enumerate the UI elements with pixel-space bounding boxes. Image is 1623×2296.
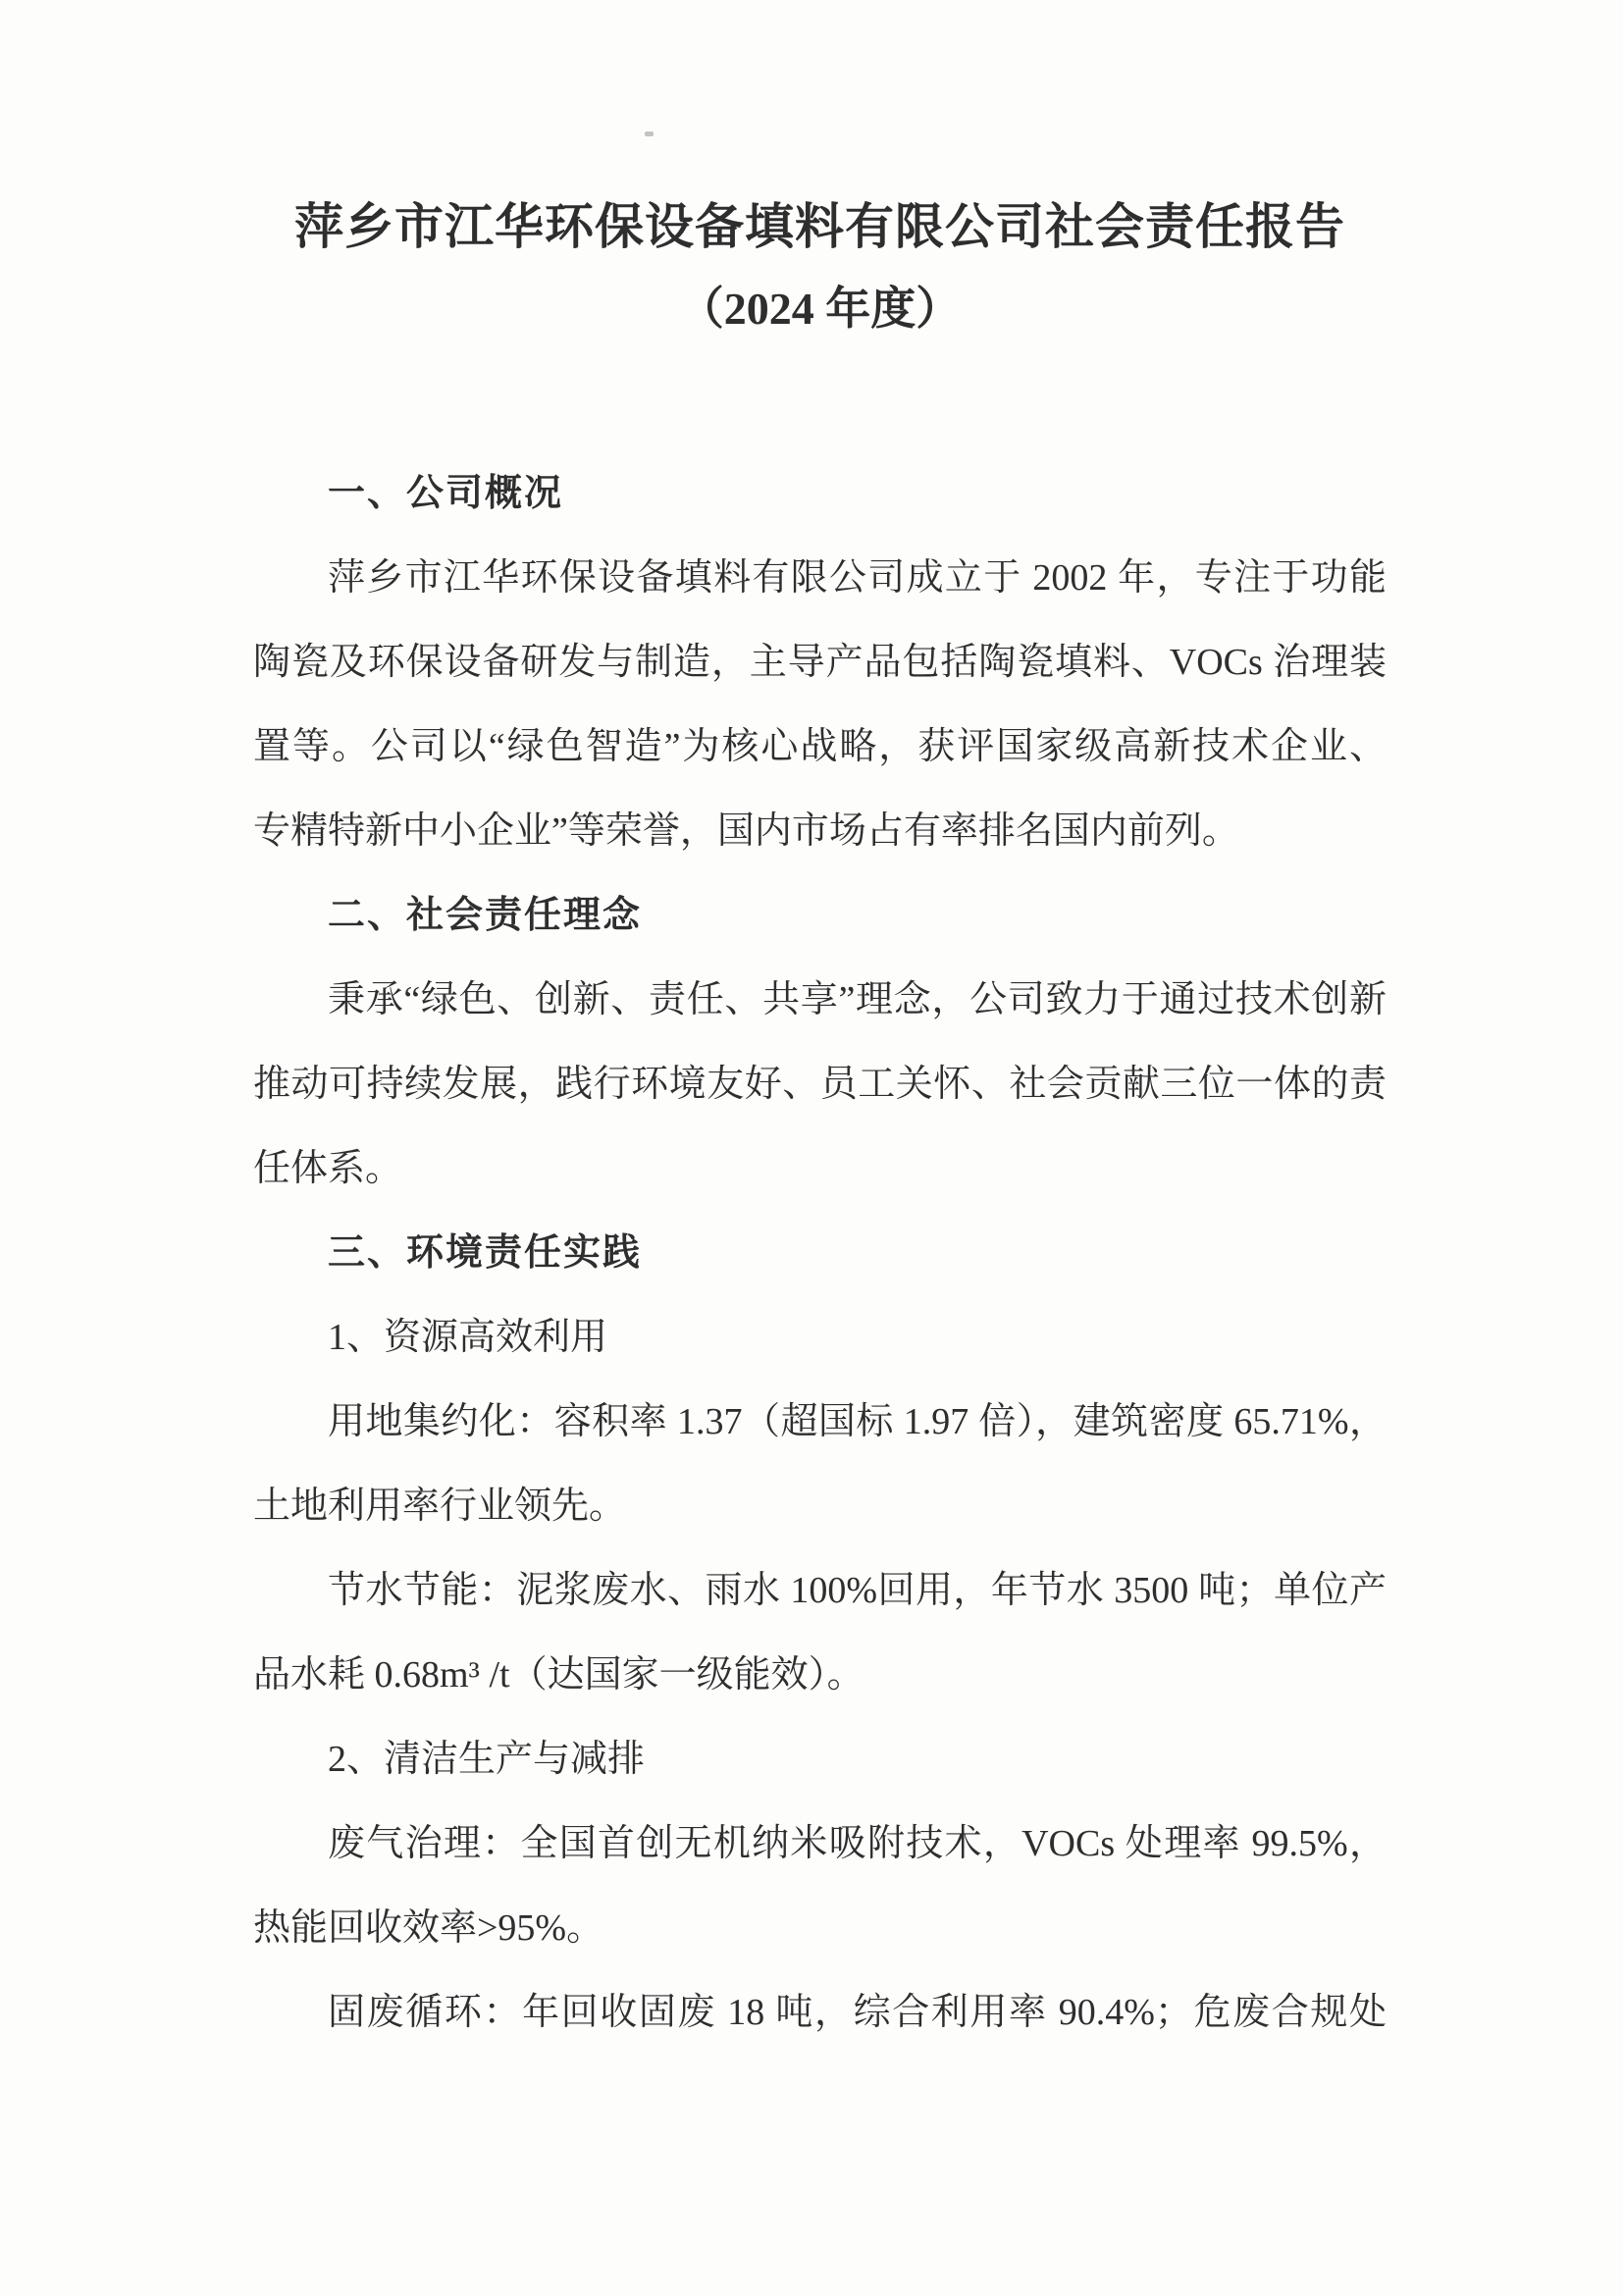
body-line: 用地集约化：容积率 1.37（超国标 1.97 倍），建筑密度 65.71%， xyxy=(328,1401,1387,1442)
body-line: 土地利用率行业领先。 xyxy=(253,1486,627,1527)
report-title: 萍乡市江华环保设备填料有限公司社会责任报告 xyxy=(294,199,1345,254)
body-line: 陶瓷及环保设备研发与制造，主导产品包括陶瓷填料、VOCs 治理装 xyxy=(253,642,1387,683)
body-line: 节水节能：泥浆废水、雨水 100%回用，年节水 3500 吨；单位产 xyxy=(328,1570,1387,1611)
body-line: 专精特新中小企业”等荣誉，国内市场占有率排名国内前列。 xyxy=(253,810,1239,852)
subsection-heading-2: 2、清洁生产与减排 xyxy=(328,1739,646,1780)
section-heading-1: 一、公司概况 xyxy=(328,473,564,514)
body-line: 品水耗 0.68m³ /t（达国家一级能效）。 xyxy=(253,1654,864,1696)
report-body xyxy=(253,451,1387,2055)
body-line: 固废循环：年回收固废 18 吨，综合利用率 90.4%；危废合规处 xyxy=(328,1992,1387,2033)
body-line: 热能回收效率>95%。 xyxy=(253,1907,604,1949)
section-heading-2: 二、社会责任理念 xyxy=(328,895,643,936)
report-title-year: （2024 年度） xyxy=(678,284,962,334)
body-line: 秉承“绿色、创新、责任、共享”理念，公司致力于通过技术创新 xyxy=(328,979,1387,1020)
scan-speck xyxy=(645,131,654,136)
body-line: 置等。公司以“绿色智造”为核心战略，获评国家级高新技术企业、 xyxy=(253,726,1387,767)
body-line: 推动可持续发展，践行环境友好、员工关怀、社会贡献三位一体的责 xyxy=(253,1064,1387,1105)
body-line: 废气治理：全国首创无机纳米吸附技术，VOCs 处理率 99.5%， xyxy=(328,1823,1387,1864)
subsection-heading-1: 1、资源高效利用 xyxy=(328,1317,608,1358)
body-line: 任体系。 xyxy=(253,1148,403,1189)
section-heading-3: 三、环境责任实践 xyxy=(328,1232,643,1274)
body-line: 萍乡市江华环保设备填料有限公司成立于 2002 年，专注于功能 xyxy=(328,557,1387,599)
